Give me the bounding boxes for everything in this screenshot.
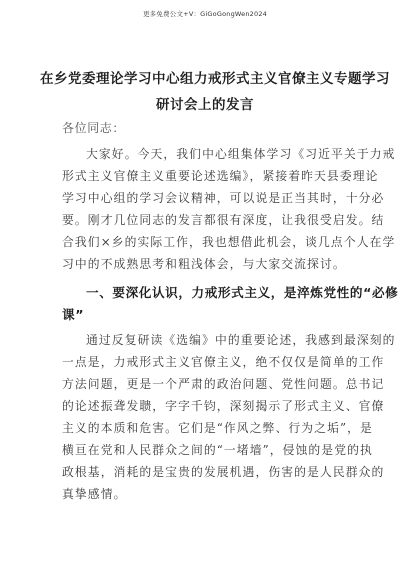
section-paragraph-line: 一点是，力戒形式主义官僚主义，绝不仅仅是简单的工作	[62, 355, 385, 369]
section-heading-line-1: 一、要深化认识，力戒形式主义，是淬炼党性的“必修	[86, 285, 399, 300]
intro-paragraph-line: 学习中心组的学习会议精神，可以说是正当其时，十分必	[62, 191, 385, 205]
section-paragraph-line: 主义的本质和危害。它们是“作风之弊、行为之垢”，是	[62, 421, 373, 435]
document-title-line-1: 在乡党委理论学习中心组力戒形式主义官僚主义专题学习	[40, 71, 390, 87]
intro-paragraph-line: 大家好。今天，我们中心组集体学习《习近平关于力戒	[86, 147, 396, 161]
header-note: 更多免费公文+V：GiGoGongWen2024	[142, 10, 267, 18]
salutation: 各位同志：	[62, 121, 126, 135]
section-heading-line-2: 课”	[62, 307, 85, 322]
intro-paragraph-line: 习中的不成熟思考和粗浅体会，与大家交流探讨。	[62, 257, 346, 271]
section-paragraph-line: 方法问题，更是一个严肃的政治问题、党性问题。总书记	[62, 377, 385, 391]
intro-paragraph-line: 合我们×乡的实际工作，我也想借此机会，谈几点个人在学	[62, 235, 396, 249]
section-paragraph-line: 通过反复研读《选编》中的重要论述，我感到最深刻的	[86, 333, 396, 347]
document-title-line-2: 研讨会上的发言	[156, 97, 254, 113]
section-paragraph-line: 政根基，消耗的是宝贵的发展机遇，伤害的是人民群众的	[62, 465, 385, 479]
intro-paragraph-line: 形式主义官僚主义重要论述选编》，紧接着昨天县委理论	[62, 169, 379, 183]
section-paragraph-line: 横亘在党和人民群众之间的“一堵墙”，侵蚀的是党的执	[62, 443, 373, 457]
section-paragraph-line: 的论述振聋发聩，字字千钧，深刻揭示了形式主义、官僚	[62, 399, 385, 413]
intro-paragraph-line: 要。刚才几位同志的发言都很有深度，让我很受启发。结	[62, 213, 385, 227]
section-paragraph-line: 真挚感情。	[62, 487, 127, 501]
